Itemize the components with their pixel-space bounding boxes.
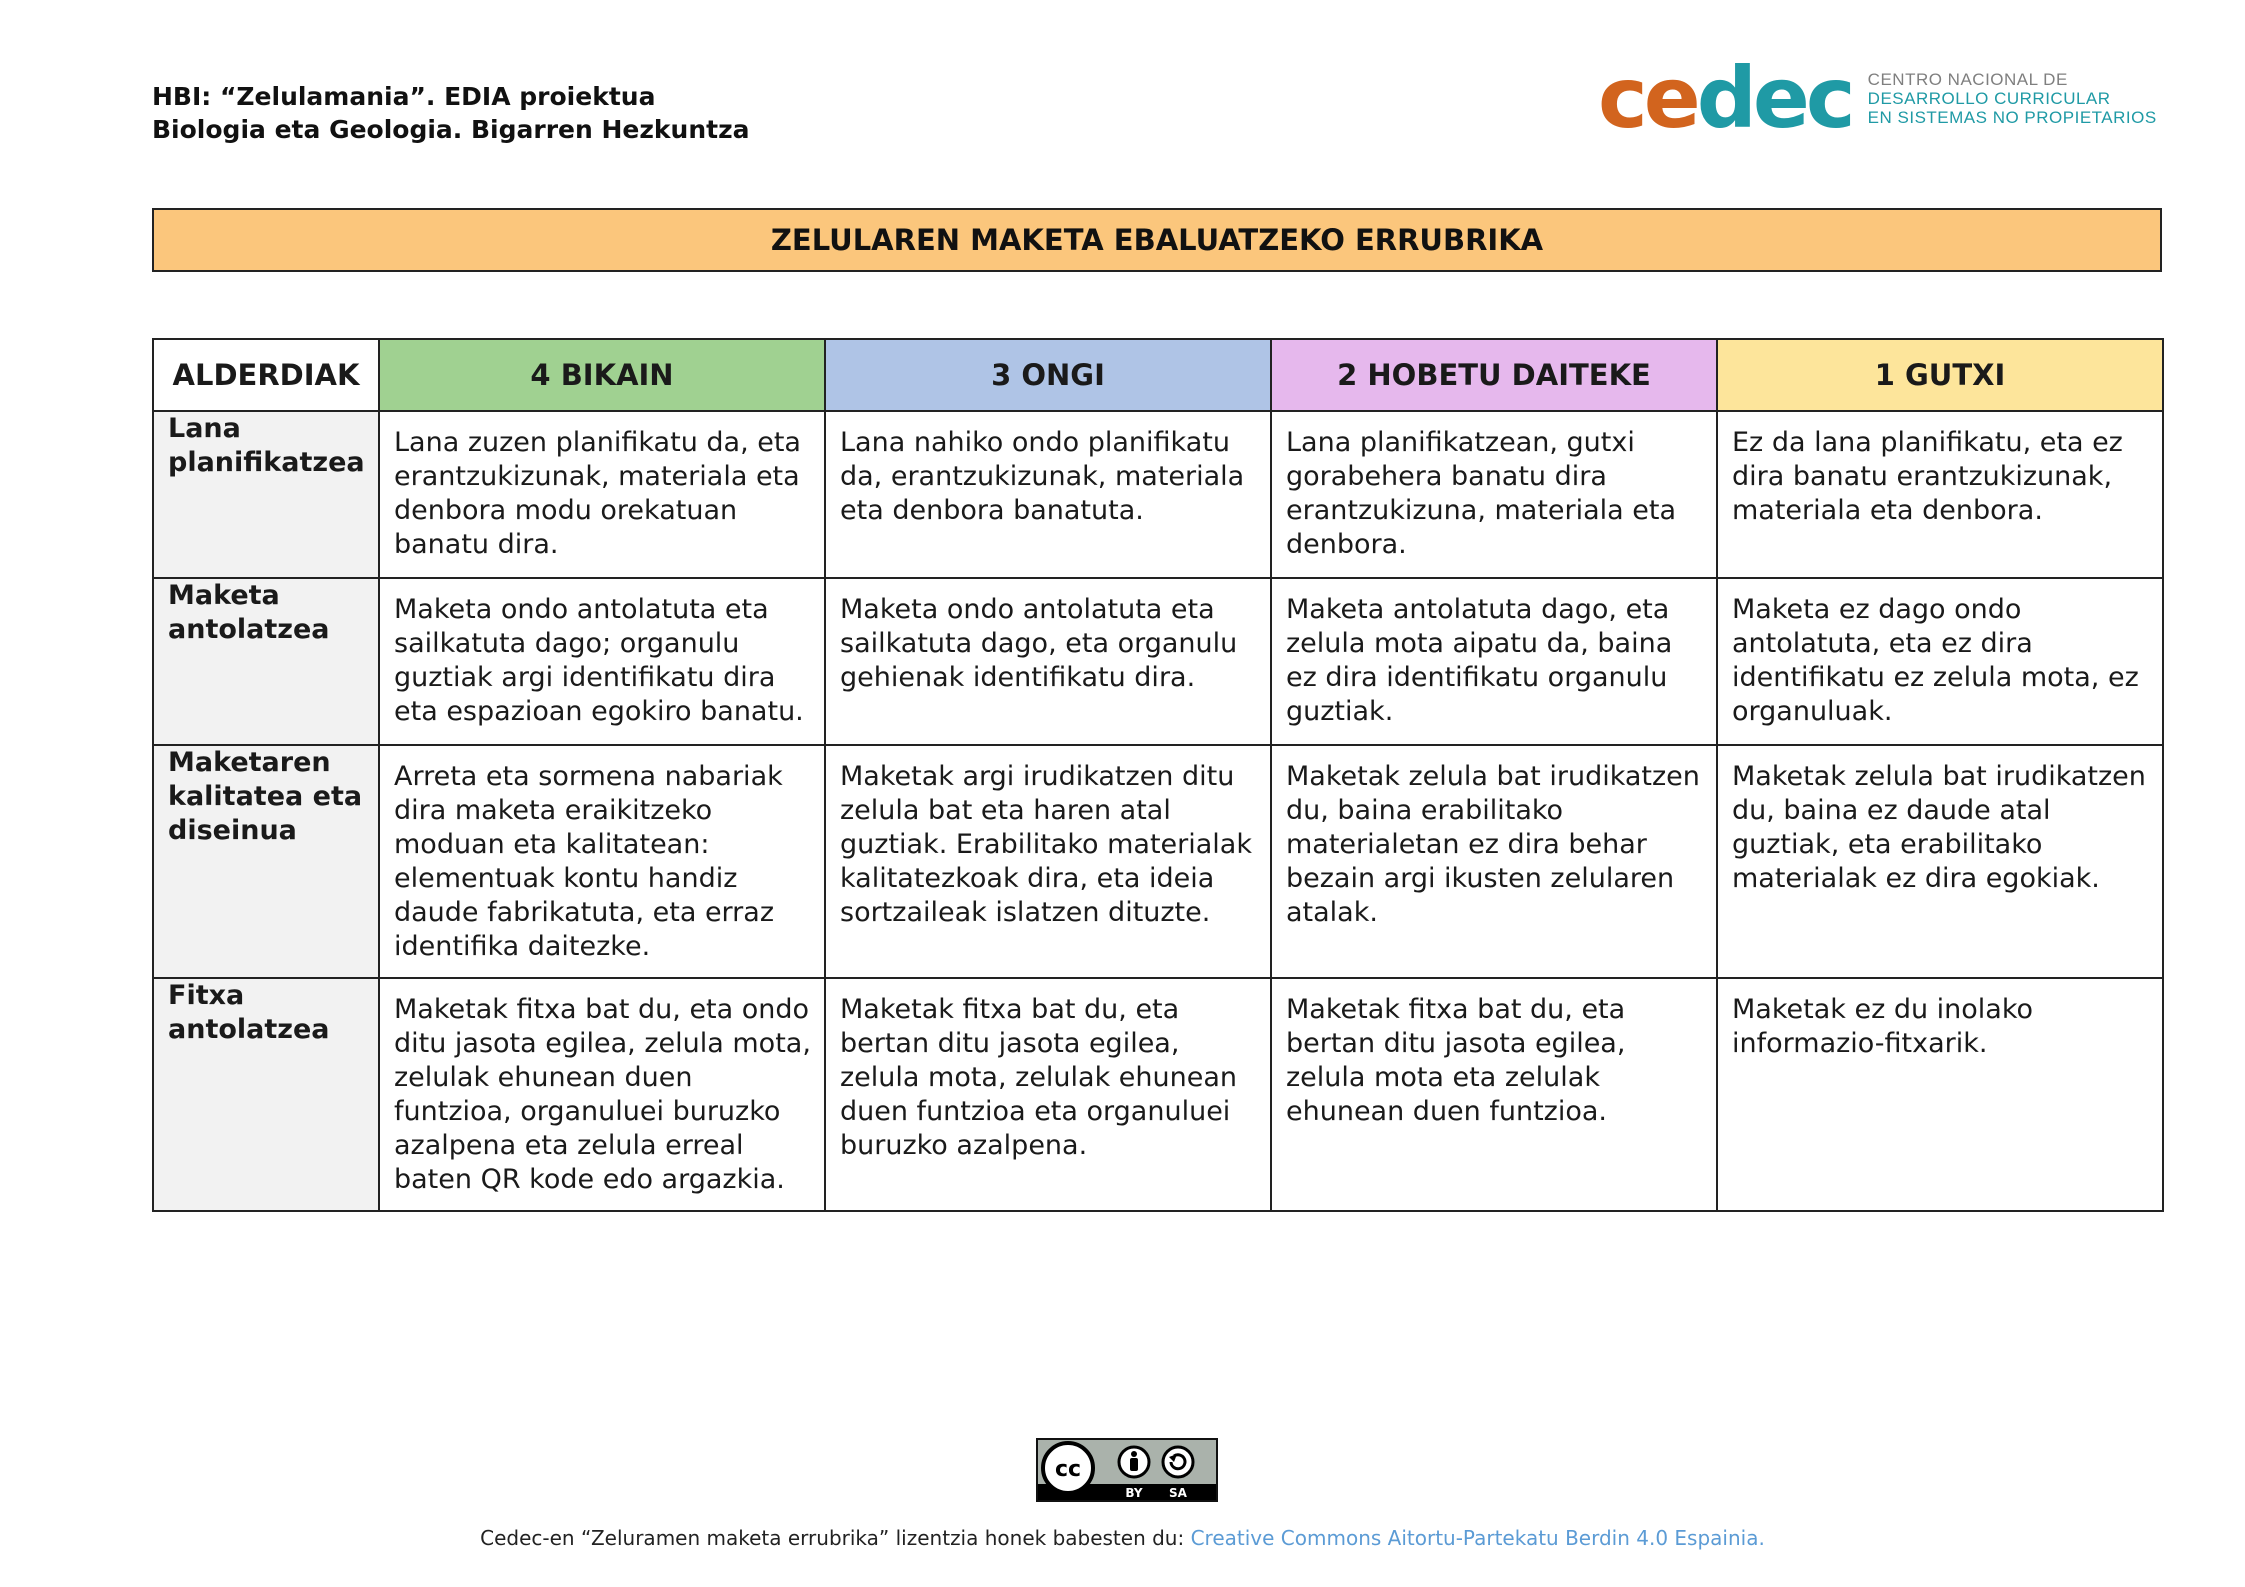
header-level-1: 1 GUTXI bbox=[1717, 339, 2163, 411]
table-row bbox=[153, 978, 2163, 1211]
criterion-cell: Lana nahiko ondo planifikatu da, erantzukizunak, materiala eta denbora banatuta. bbox=[825, 411, 1271, 578]
criterion-cell: Maketa ondo antolatuta eta sailkatuta dago, eta organulu gehienak identifikatu dira. bbox=[825, 578, 1271, 745]
cc-by-sa-badge bbox=[1036, 1438, 1218, 1502]
table-row bbox=[153, 745, 2163, 978]
license-footer bbox=[0, 1526, 2245, 1550]
criterion-cell: Maketa antolatuta dago, eta zelula mota aipatu da, baina ez dira identifikatu organulu guztiak. bbox=[1271, 578, 1717, 745]
criterion-cell: Maketak ez du inolako informazio-fitxarik. bbox=[1717, 978, 2163, 1211]
aspect-cell: Maketaren kalitatea eta diseinua bbox=[153, 745, 379, 978]
svg-text:cc: cc bbox=[1054, 1457, 1082, 1482]
sa-share-alike-icon bbox=[1163, 1447, 1193, 1477]
criterion-cell: Ez da lana planifikatu, eta ez dira banatu erantzukizunak, materiala eta denbora. bbox=[1717, 411, 2163, 578]
header-level-3: 3 ONGI bbox=[825, 339, 1271, 411]
criterion-cell: Maketa ez dago ondo antolatuta, eta ez dira identifikatu ez zelula mota, ez organuluak. bbox=[1717, 578, 2163, 745]
criterion-cell: Maketak zelula bat irudikatzen du, baina erabilitako materialetan ez dira behar bezain argi ikusten zelularen atalak. bbox=[1271, 745, 1717, 978]
license-text: Cedec-en “Zeluramen maketa errubrika” lizentzia honek babesten du: bbox=[480, 1526, 1185, 1550]
criterion-cell: Lana zuzen planifikatu da, eta erantzukizunak, materiala eta denbora modu orekatuan banatu dira. bbox=[379, 411, 825, 578]
by-label: BY bbox=[1125, 1486, 1143, 1500]
license-link[interactable]: Creative Commons Aitortu-Partekatu Berdin 4.0 Espainia. bbox=[1190, 1526, 1765, 1550]
cedec-logo bbox=[1598, 49, 2157, 147]
table-row bbox=[153, 578, 2163, 745]
document-header bbox=[152, 80, 750, 146]
aspect-cell: Fitxa antolatzea bbox=[153, 978, 379, 1211]
aspect-cell: Lana planifikatzea bbox=[153, 411, 379, 578]
criterion-cell: Maketak fitxa bat du, eta ondo ditu jasota egilea, zelula mota, zelulak ehunean duen funtzioa, organuluei buruzko azalpena eta zelula erreal baten QR kode edo argazkia. bbox=[379, 978, 825, 1211]
criterion-cell: Maketak fitxa bat du, eta bertan ditu jasota egilea, zelula mota, zelulak ehunean duen funtzioa eta organuluei buruzko azalpena. bbox=[825, 978, 1271, 1211]
by-person-icon bbox=[1119, 1447, 1149, 1477]
criterion-cell: Maketak zelula bat irudikatzen du, baina ez daude atal guztiak, eta erabilitako materialak ez dira egokiak. bbox=[1717, 745, 2163, 978]
cedec-subtitle: CENTRO NACIONAL DE DESARROLLO CURRICULAR EN SISTEMAS NO PROPIETARIOS bbox=[1867, 69, 2157, 127]
rubric-title: ZELULAREN MAKETA EBALUATZEKO ERRUBRIKA bbox=[152, 208, 2162, 272]
criterion-cell: Arreta eta sormena nabariak dira maketa eraikitzeko moduan eta kalitatean: elementuak kontu handiz daude fabrikatuta, eta erraz identifika daitezke. bbox=[379, 745, 825, 978]
header-level-4: 4 BIKAIN bbox=[379, 339, 825, 411]
cedec-wordmark: cedec bbox=[1598, 49, 1852, 147]
table-row bbox=[153, 411, 2163, 578]
sa-label: SA bbox=[1169, 1486, 1187, 1500]
cc-icon bbox=[1043, 1443, 1093, 1493]
aspect-cell: Maketa antolatzea bbox=[153, 578, 379, 745]
project-title: HBI: “Zelulamania”. EDIA proiektua bbox=[152, 82, 656, 111]
rubric-table bbox=[152, 338, 2164, 1212]
criterion-cell: Maketa ondo antolatuta eta sailkatuta dago; organulu guztiak argi identifikatu dira eta espazioan egokiro banatu. bbox=[379, 578, 825, 745]
header-aspects: ALDERDIAK bbox=[153, 339, 379, 411]
criterion-cell: Maketak argi irudikatzen ditu zelula bat eta haren atal guztiak. Erabilitako materialak kalitatezkoak dira, eta ideia sortzaileak islatzen dituzte. bbox=[825, 745, 1271, 978]
criterion-cell: Lana planifikatzean, gutxi gorabehera banatu dira erantzukizuna, materiala eta denbora. bbox=[1271, 411, 1717, 578]
table-header-row bbox=[153, 339, 2163, 411]
criterion-cell: Maketak fitxa bat du, eta bertan ditu jasota egilea, zelula mota eta zelulak ehunean duen funtzioa. bbox=[1271, 978, 1717, 1211]
cc-badge-graphic bbox=[1038, 1440, 1216, 1500]
header-level-2: 2 HOBETU DAITEKE bbox=[1271, 339, 1717, 411]
subject-line: Biologia eta Geologia. Bigarren Hezkuntza bbox=[152, 115, 750, 144]
